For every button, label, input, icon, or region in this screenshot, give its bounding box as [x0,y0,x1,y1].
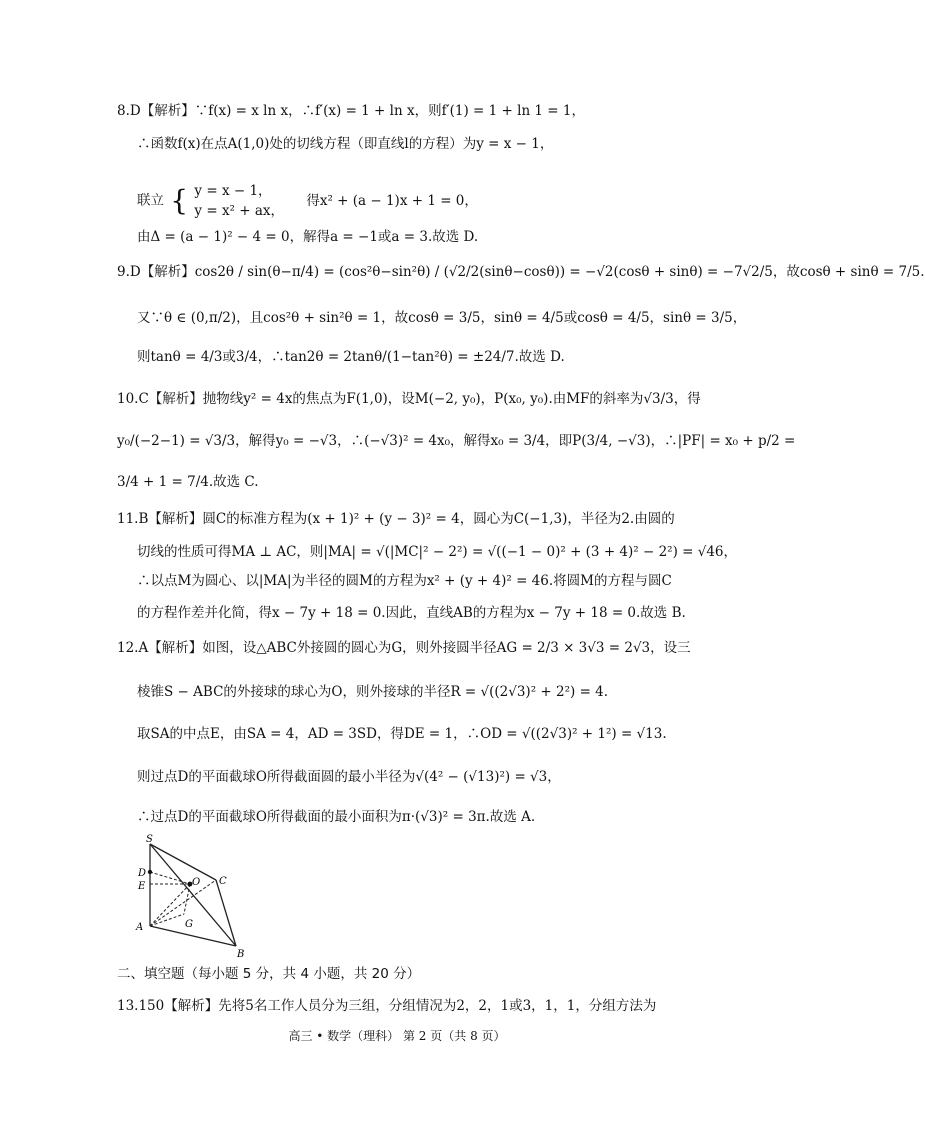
system-result: 得x² + (a − 1)x + 1 = 0， [306,192,478,209]
solution-11-line-1: 11.B【解析】圆C的标准方程为(x + 1)² + (y − 3)² = 4，圆心为C(−1,3)，半径为2.由圆的 [117,511,675,527]
system-prefix: 联立 [137,192,164,209]
label-G: G [185,919,193,930]
segment-DO [150,872,190,884]
label-D: D [138,868,147,879]
system-brace: { [170,184,189,217]
solution-9-line-2: 又∵θ ∈ (0,π/2)，且cos²θ + sin²θ = 1，故cosθ = 3/5，sinθ = 4/5或cosθ = 4/5，sinθ = 3/5， [137,310,747,326]
solution-8-line-3 [137,181,478,221]
label-E: E [138,881,146,892]
edge-AC-hidden [150,880,216,926]
page-footer: 高三 • 数学（理科） 第 2 页（共 8 页） [288,1029,506,1043]
solution-11-line-3: ∴以点M为圆心、以|MA|为半径的圆M的方程为x² + (y + 4)² = 46.将圆M的方程与圆C [137,573,672,589]
solution-9-line-3: 则tanθ = 4/3或3/4，∴tan2θ = 2tanθ/(1−tan²θ) = ±24/7.故选 D. [137,349,565,365]
solution-11-line-2: 切线的性质可得MA ⊥ AC，则|MA| = √(|MC|² − 2²) = √((−1 − 0)² + (3 + 4)² − 2²) = √46， [137,544,738,560]
solution-10-line-3: 3/4 + 1 = 7/4.故选 C. [117,474,259,490]
segment-AO [150,884,190,926]
label-A: A [136,922,144,933]
solution-10-line-1: 10.C【解析】抛物线y² = 4x的焦点为F(1,0)，设M(−2, y₀)，P(x₀, y₀).由MF的斜率为√3/3，得 [117,391,701,407]
solution-8-line-1: 8.D【解析】∵f(x) = x ln x，∴f′(x) = 1 + ln x，则f′(1) = 1 + ln 1 = 1， [117,103,586,119]
edge-SB [150,844,236,946]
edge-CB [216,880,236,946]
pyramid-figure [128,830,268,962]
solution-8-line-2: ∴函数f(x)在点A(1,0)处的切线方程（即直线l的方程）为y = x − 1， [137,136,554,152]
solution-10-line-2: y₀/(−2−1) = √3/3，解得y₀ = −√3，∴(−√3)² = 4x₀，解得x₀ = 3/4，即P(3/4, −√3)，∴|PF| = x₀ + p/2 = [117,433,796,449]
system-equations [194,181,284,221]
solution-12-line-4: 则过点D的平面截球O所得截面圆的最小半径为√(4² − (√13)²) = √3， [137,769,561,785]
label-B: B [237,949,245,960]
solution-12-line-2: 棱锥S − ABC的外接球的球心为O，则外接球的半径R = √((2√3)² + 2²) = 4. [137,684,609,700]
edge-AB [150,926,236,946]
solution-12-line-5: ∴过点D的平面截球O所得截面的最小面积为π·(√3)² = 3π.故选 A. [137,809,536,825]
section-heading-fill-in: 二、填空题（每小题 5 分，共 4 小题，共 20 分） [117,966,421,982]
solution-11-line-4: 的方程作差并化简，得x − 7y + 18 = 0.因此，直线AB的方程为x − 7y + 18 = 0.故选 B. [137,605,686,621]
solution-8-line-4: 由Δ = (a − 1)² − 4 = 0，解得a = −1或a = 3.故选 D. [137,229,479,245]
label-S: S [146,834,153,845]
solution-12-line-3: 取SA的中点E，由SA = 4，AD = 3SD，得DE = 1，∴OD = √((2√3)² + 1²) = √13. [137,726,667,742]
solution-9-line-1: 9.D【解析】cos2θ / sin(θ−π/4) = (cos²θ−sin²θ) / (√2/2(sinθ−cosθ)) = −√2(cosθ + sinθ) = −7√2/5，故cosθ + sinθ = 7/5. [117,264,925,280]
label-O: O [192,877,201,888]
point-D [148,870,152,874]
label-C: C [219,876,227,887]
solution-13-line-1: 13.150【解析】先将5名工作人员分为三组，分组情况为2，2，1或3，1，1，分组方法为 [117,998,657,1014]
solution-12-line-1: 12.A【解析】如图，设△ABC外接圆的圆心为G，则外接圆半径AG = 2/3 × 3√3 = 2√3，设三 [117,640,691,656]
system-equation-2: y = x² + ax， [194,203,285,219]
system-equation-1: y = x − 1， [194,183,272,199]
